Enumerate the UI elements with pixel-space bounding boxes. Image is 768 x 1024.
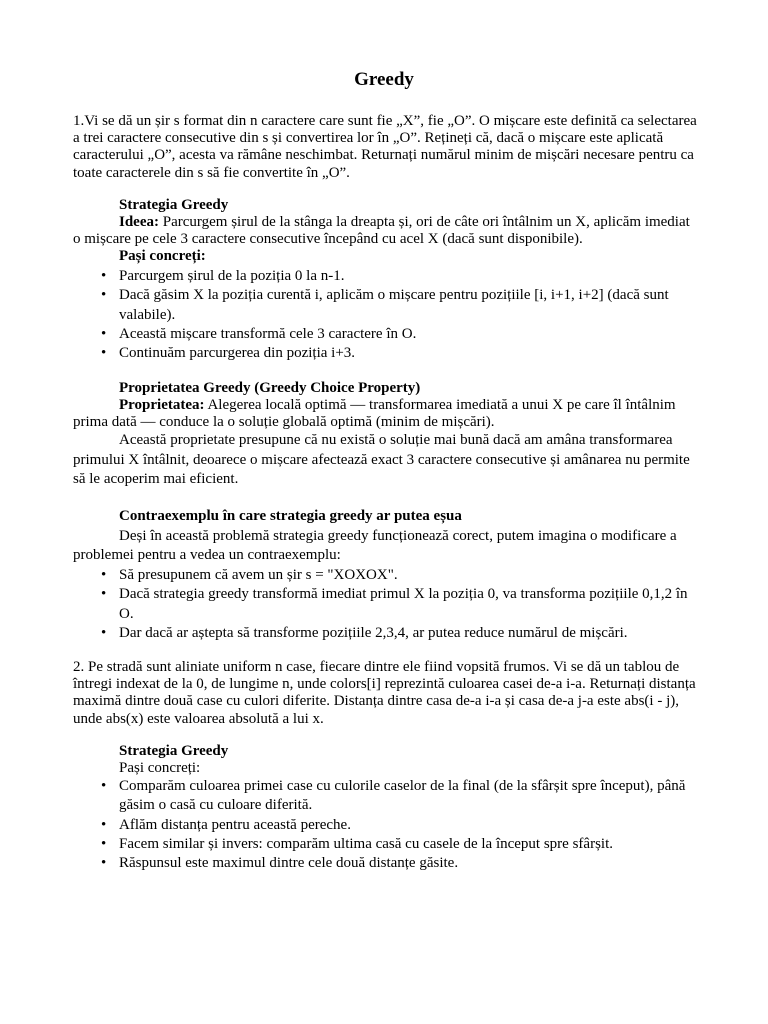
list-item: • Răspunsul este maximul dintre cele două distanțe găsite. bbox=[73, 854, 698, 873]
p1-counter-list bbox=[73, 566, 698, 643]
p1-idea-text: Parcurgem șirul de la stânga la dreapta și, ori de câte ori întâlnim un X, aplicăm imediat o mișcare pe cele 3 caractere consecutive începând cu acel X (dacă sunt disponibile). bbox=[73, 214, 690, 248]
bullet-icon: • bbox=[101, 567, 107, 583]
bullet-icon: • bbox=[101, 835, 107, 852]
list-item: • Continuăm parcurgerea din poziția i+3. bbox=[73, 344, 698, 363]
page-title: Greedy bbox=[354, 69, 414, 90]
p1-property-explanation: Această proprietate presupune că nu există o soluție mai bună dacă am amâna transformarea primului X întâlnit, deoarece o mișcare afectează exact 3 caractere consecutive și amânarea nu permite să le acoperim mai eficient. bbox=[73, 432, 690, 487]
p1-property-label: Proprietatea: bbox=[119, 397, 205, 413]
list-item: • Dacă găsim X la poziția curentă i, aplicăm o mișcare pentru pozițiile [i, i+1, i+2] (dacă sunt valabile). bbox=[101, 287, 669, 323]
list-item: • Această mișcare transformă cele 3 caractere în O. bbox=[73, 325, 698, 344]
p1-idea-paragraph bbox=[73, 214, 698, 248]
problem-2-statement: 2. Pe stradă sunt aliniate uniform n case, fiecare dintre ele fiind vopsită frumos. Vi se dă un tablou de întregi indexat de la 0, de lungime n, unde colors[i] reprezintă culoarea casei de-a i-a. Returnați distanța maximă dintre două case cu culori diferite. Distanța dintre casa de-a i-a și casa de-a j-a este abs(i - j), unde abs(x) este valoarea absolută a lui x. bbox=[73, 659, 696, 727]
p1-steps-list bbox=[73, 267, 698, 363]
bullet-icon: • bbox=[101, 287, 107, 304]
p1-counter-heading: Contraexemplu în care strategia greedy ar putea eșua bbox=[119, 508, 462, 524]
list-item: • Parcurgem șirul de la poziția 0 la n-1. bbox=[73, 267, 698, 286]
bullet-icon: • bbox=[101, 855, 107, 872]
bullet-icon: • bbox=[101, 816, 107, 833]
bullet-icon: • bbox=[101, 624, 107, 641]
bullet-icon: • bbox=[101, 268, 107, 284]
bullet-icon: • bbox=[101, 325, 107, 342]
problem-1-statement: 1.Vi se dă un șir s format din n caractere care sunt fie „X”, fie „O”. O mișcare este definită ca selectarea a trei caractere consecutive din s și convertirea lor în „O”. Rețineți că, dacă o mișcare este aplicată caracterului „O”, acesta va rămâne neschimbat. Returnați numărul minim de mișcări necesare pentru ca toate caracterele din s să fie convertite în „O”. bbox=[73, 113, 697, 181]
list-item: • Dacă strategia greedy transformă imediat primul X la poziția 0, va transforma pozițiile 0,1,2 în O. bbox=[101, 586, 688, 622]
p1-steps-heading: Pași concreți: bbox=[119, 248, 206, 264]
list-item: • Facem similar și invers: comparăm ultima casă cu casele de la început spre sfârșit. bbox=[73, 835, 698, 854]
list-item: • Comparăm culoarea primei case cu culorile caselor de la final (de la sfârșit spre început), până găsim o casă cu culoare diferită. bbox=[101, 778, 686, 814]
list-item: • Aflăm distanța pentru această pereche. bbox=[73, 816, 698, 835]
bullet-icon: • bbox=[101, 586, 107, 603]
p2-strategy-heading: Strategia Greedy bbox=[119, 743, 229, 759]
p1-counter-paragraph: Deși în această problemă strategia greedy funcționează corect, putem imagina o modificare a problemei pentru a vedea un contraexemplu: bbox=[73, 528, 677, 564]
p1-strategy-heading: Strategia Greedy bbox=[119, 197, 229, 213]
p2-steps-heading: Pași concreți: bbox=[119, 760, 201, 776]
p1-property-paragraph bbox=[73, 397, 698, 431]
p1-idea-label: Ideea: bbox=[119, 214, 159, 230]
p1-property-heading: Proprietatea Greedy (Greedy Choice Property) bbox=[119, 380, 421, 396]
bullet-icon: • bbox=[101, 778, 107, 794]
list-item: • Să presupunem că avem un șir s = "XOXOX". bbox=[73, 566, 698, 585]
p1-property-text: Alegerea locală optimă — transformarea imediată a unui X pe care îl întâlnim prima dată — conduce la o soluție globală optimă (minim de mișcări). bbox=[73, 397, 676, 431]
p2-steps-list bbox=[73, 777, 698, 873]
bullet-icon: • bbox=[101, 345, 107, 362]
list-item: • Dar dacă ar aștepta să transforme pozițiile 2,3,4, ar putea reduce numărul de mișcări. bbox=[73, 624, 698, 643]
